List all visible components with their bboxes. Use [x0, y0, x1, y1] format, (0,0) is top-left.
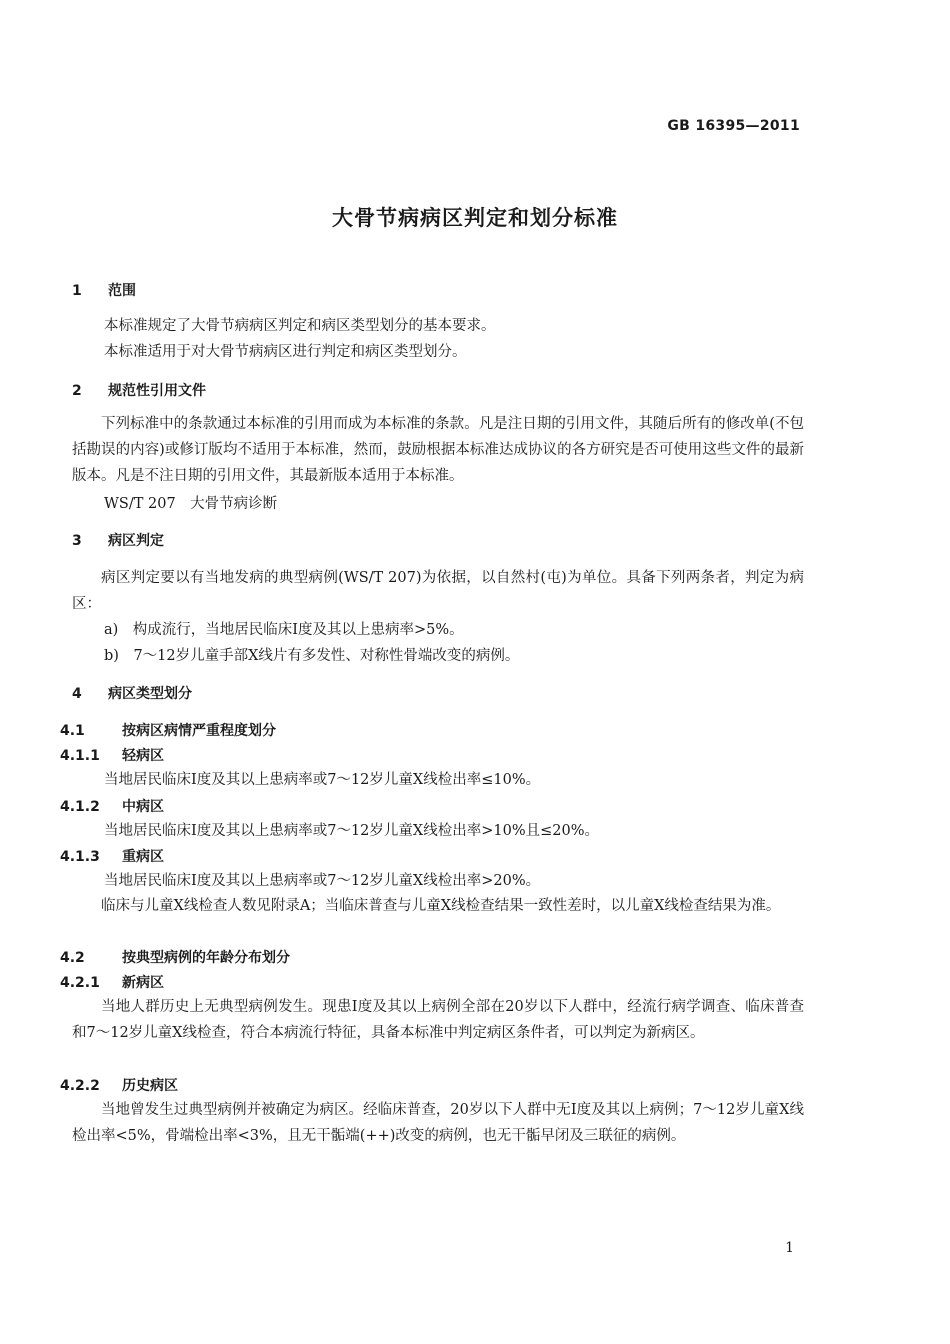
section-title: 按典型病例的年龄分布划分	[122, 950, 290, 966]
section-number: 4.1.1	[60, 748, 100, 764]
section-title: 历史病区	[122, 1078, 178, 1094]
section-4-1-3-text: 当地居民临床Ⅰ度及其以上患病率或7～12岁儿童X线检出率>20%。	[104, 873, 541, 889]
section-title: 新病区	[122, 975, 164, 991]
section-number: 4.1.2	[60, 799, 100, 815]
section-2-heading	[72, 380, 206, 400]
section-4-1-note: 临床与儿童X线检查人数见附录A；当临床普查与儿童X线检查结果一致性差时，以儿童X线检查结果为准。	[101, 898, 781, 914]
section-number: 2	[72, 383, 82, 399]
section-title: 病区判定	[108, 533, 164, 549]
section-4-heading	[72, 683, 192, 703]
document-title: 大骨节病病区判定和划分标准	[332, 206, 618, 230]
section-4-1-1-heading	[60, 745, 164, 765]
normative-reference: WS/T 207 大骨节病诊断	[104, 496, 278, 512]
section-2-paragraph: 下列标准中的条款通过本标准的引用而成为本标准的条款。凡是注日期的引用文件，其随后所有的修改单(不包括勘误的内容)或修订版均不适用于本标准，然而，鼓励根据本标准达成协议的各方研究是否可使用这些文件的最新版本。凡是不注日期的引用文件，其最新版本适用于本标准。	[72, 416, 804, 484]
section-number: 1	[72, 283, 82, 299]
section-1-paragraph-1: 本标准规定了大骨节病病区判定和病区类型划分的基本要求。	[104, 318, 496, 334]
section-number: 4.2	[60, 950, 85, 966]
section-title: 轻病区	[122, 748, 164, 764]
section-4-2-1-heading	[60, 972, 164, 992]
section-number: 4.1	[60, 723, 85, 739]
section-number: 4.2.1	[60, 975, 100, 991]
section-3-paragraph: 病区判定要以有当地发病的典型病例(WS/T 207)为依据，以自然村(屯)为单位。具备下列两条者，判定为病区：	[72, 570, 804, 612]
section-title: 中病区	[122, 799, 164, 815]
section-3-heading	[72, 530, 164, 550]
criterion-b: b) 7～12岁儿童手部X线片有多发性、对称性骨端改变的病例。	[104, 648, 520, 664]
section-4-2-2-text: 当地曾发生过典型病例并被确定为病区。经临床普查，20岁以下人群中无Ⅰ度及其以上病例；7～12岁儿童X线检出率<5%，骨端检出率<3%，且无干骺端(++)改变的病例，也无干骺早闭及三联征的病例。	[72, 1102, 804, 1144]
standard-number: GB 16395—2011	[667, 118, 800, 134]
section-4-1-heading	[60, 720, 276, 740]
section-4-1-3-heading	[60, 846, 164, 866]
section-4-2-heading	[60, 947, 290, 967]
section-4-1-2-heading	[60, 796, 164, 816]
section-4-1-1-text: 当地居民临床Ⅰ度及其以上患病率或7～12岁儿童X线检出率≤10%。	[104, 772, 541, 788]
section-title: 病区类型划分	[108, 686, 192, 702]
section-title: 按病区病情严重程度划分	[122, 723, 276, 739]
section-number: 4	[72, 686, 82, 702]
page-number: 1	[785, 1240, 794, 1256]
section-4-2-2-heading	[60, 1075, 178, 1095]
section-1-paragraph-2: 本标准适用于对大骨节病病区进行判定和病区类型划分。	[104, 344, 467, 360]
section-number: 3	[72, 533, 82, 549]
section-1-heading	[72, 280, 136, 300]
section-title: 规范性引用文件	[108, 383, 206, 399]
section-title: 重病区	[122, 849, 164, 865]
section-number: 4.1.3	[60, 849, 100, 865]
section-4-2-1-text: 当地人群历史上无典型病例发生。现患Ⅰ度及其以上病例全部在20岁以下人群中，经流行病学调查、临床普查和7～12岁儿童X线检查，符合本病流行特征，具备本标准中判定病区条件者，可以判定为新病区。	[72, 999, 804, 1041]
section-number: 4.2.2	[60, 1078, 100, 1094]
section-4-1-2-text: 当地居民临床Ⅰ度及其以上患病率或7～12岁儿童X线检出率>10%且≤20%。	[104, 823, 599, 839]
criterion-a: a) 构成流行，当地居民临床Ⅰ度及其以上患病率>5%。	[104, 622, 464, 638]
section-title: 范围	[108, 283, 136, 299]
